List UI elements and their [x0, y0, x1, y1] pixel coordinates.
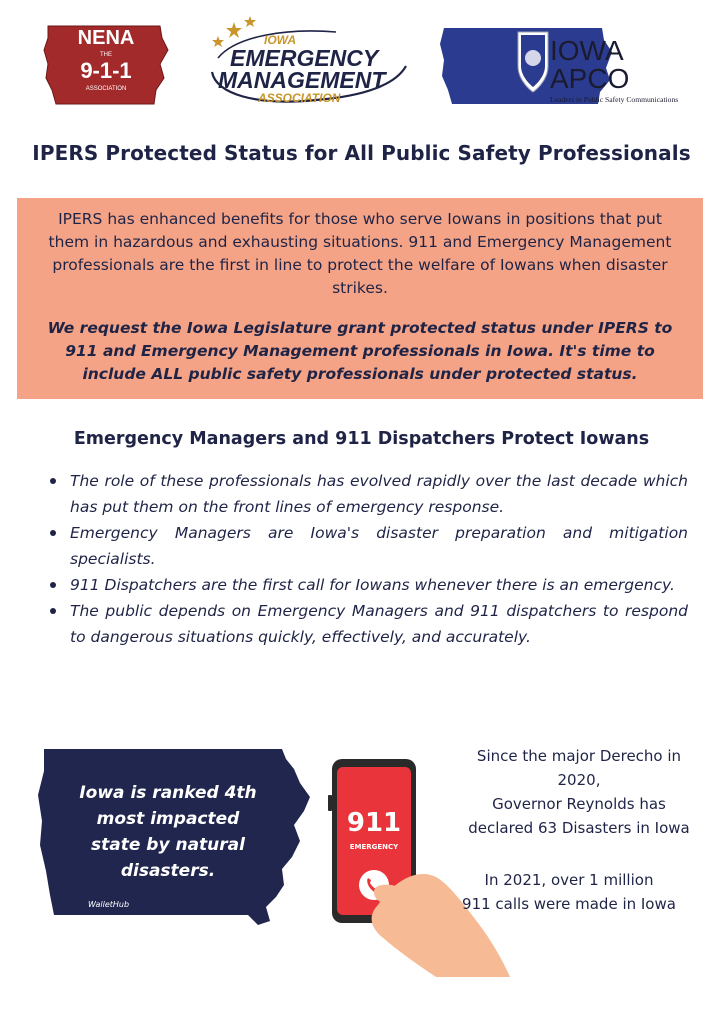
svg-text:Leaders in Public Safety Commu: Leaders in Public Safety Communications: [550, 95, 679, 104]
calls-stat: In 2021, over 1 million 911 calls were made in Iowa: [462, 871, 676, 913]
map-callout-text: Iowa is ranked 4th most impacted state by natural disasters.: [79, 783, 257, 881]
map-source: WalletHub: [88, 900, 130, 909]
callout-paragraph: IPERS has enhanced benefits for those who serve Iowans in positions that put them in hazardous and exhausting situations. 911 and Emergency Management professionals are the first in line to protect the welfare of Iowans when disaster strikes.: [48, 210, 672, 297]
phone-label-text: EMERGENCY: [349, 843, 399, 851]
bullet-dot-icon: [50, 478, 56, 484]
list-item: Emergency Managers are Iowa's disaster preparation and mitigation specialists.: [48, 520, 688, 572]
derecho-stat: Since the major Derecho in 2020, Governor Reynolds has declared 63 Disasters in Iowa: [468, 747, 690, 837]
bullet-dot-icon: [50, 582, 56, 588]
bullet-list: [48, 468, 688, 650]
svg-text:ASSOCIATION: ASSOCIATION: [85, 86, 127, 92]
callout-request: We request the Iowa Legislature grant protected status under IPERS to 911 and Emergency Management professionals in Iowa. It's time to include ALL public safety professionals under protected status.: [47, 319, 673, 383]
svg-text:IOWA: IOWA: [264, 33, 296, 47]
nena-911-logo: [42, 20, 170, 110]
svg-text:EMERGENCY: EMERGENCY: [230, 45, 379, 71]
bullet-dot-icon: [50, 530, 56, 536]
list-item: The public depends on Emergency Managers and 911 dispatchers to respond to dangerous situations quickly, effectively, and accurately.: [48, 598, 688, 650]
bullet-dot-icon: [50, 608, 56, 614]
nena-text: NENA: [77, 27, 135, 49]
section-heading: Emergency Managers and 911 Dispatchers Protect Iowans: [73, 429, 650, 449]
list-item: 911 Dispatchers are the first call for Iowans whenever there is an emergency.: [48, 572, 688, 598]
star-icon: [244, 16, 256, 27]
svg-text:THE: THE: [100, 52, 112, 58]
svg-text:ASSOCIATION: ASSOCIATION: [258, 91, 341, 105]
svg-text:APCO: APCO: [550, 63, 630, 94]
star-icon: [226, 22, 242, 38]
svg-text:IOWA: IOWA: [550, 35, 624, 66]
star-icon: [212, 36, 224, 47]
iema-logo: [196, 14, 418, 109]
iowa-apco-logo: [440, 20, 708, 108]
svg-text:MANAGEMENT: MANAGEMENT: [218, 67, 386, 93]
page-title: IPERS Protected Status for All Public Safety Professionals: [32, 141, 691, 165]
phone-number-text: 911: [346, 808, 402, 838]
callout-box: [17, 198, 703, 399]
list-item: The role of these professionals has evolved rapidly over the last decade which has put them on the front lines of emergency response.: [48, 468, 688, 520]
svg-text:9-1-1: 9-1-1: [80, 58, 132, 83]
